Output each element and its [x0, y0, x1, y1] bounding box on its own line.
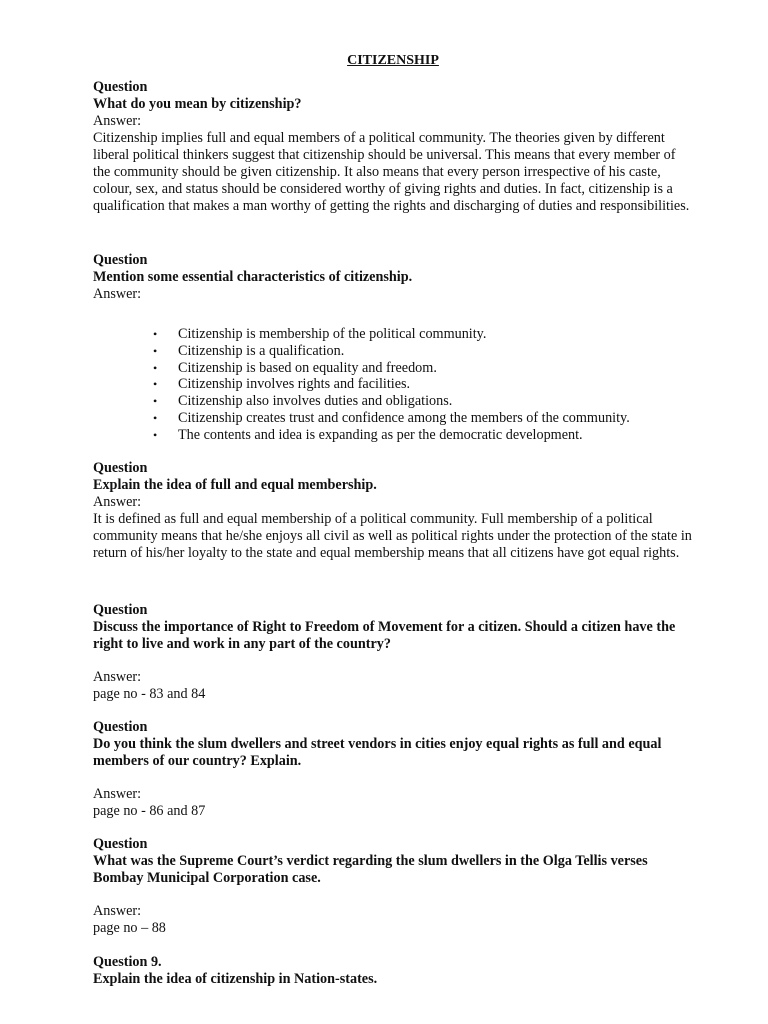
- answer-label: Answer:: [93, 113, 142, 129]
- list-item: • Citizenship is based on equality and freedom.: [148, 360, 708, 377]
- answer-label: Answer:: [93, 786, 142, 802]
- characteristics-list: [148, 326, 708, 444]
- answer-text: It is defined as full and equal membership of a political community. Full membership of a political community means that he/she enjoys all civil as well as political rights under the protection of the state in return of his/her loyalty to the state and equal membership means that all citizens have got equal rights.: [93, 511, 692, 561]
- answer-label: Answer:: [93, 494, 142, 510]
- question-label: Question: [93, 836, 148, 852]
- question-label: Question: [93, 460, 148, 476]
- answer-text: page no - 83 and 84: [93, 686, 206, 702]
- list-item: • Citizenship is a qualification.: [148, 343, 708, 360]
- list-item: • Citizenship involves rights and facilities.: [148, 376, 708, 393]
- answer-text: page no – 88: [93, 920, 166, 936]
- question-text: Explain the idea of citizenship in Nation-states.: [93, 971, 378, 987]
- list-item: • The contents and idea is expanding as per the democratic development.: [148, 427, 708, 444]
- qa-item-4: [93, 602, 693, 703]
- question-text: Discuss the importance of Right to Freedom of Movement for a citizen. Should a citizen have the right to live and work in any part of the country?: [93, 619, 676, 652]
- question-label: Question: [93, 602, 148, 618]
- list-item: • Citizenship creates trust and confidence among the members of the community.: [148, 410, 708, 427]
- question-label: Question: [93, 252, 148, 268]
- list-item: • Citizenship also involves duties and obligations.: [148, 393, 708, 410]
- qa-item-1: [93, 79, 693, 215]
- page-title: CITIZENSHIP: [347, 53, 439, 68]
- question-label: Question: [93, 719, 148, 735]
- question-label: Question: [93, 79, 148, 95]
- question-text: What do you mean by citizenship?: [93, 96, 302, 112]
- answer-label: Answer:: [93, 286, 142, 302]
- answer-label: Answer:: [93, 903, 142, 919]
- qa-item-5: [93, 719, 693, 820]
- question-text: Mention some essential characteristics of citizenship.: [93, 269, 413, 285]
- list-item: • Citizenship is membership of the political community.: [148, 326, 708, 343]
- question-text: What was the Supreme Court’s verdict regarding the slum dwellers in the Olga Tellis verses Bombay Municipal Corporation case.: [93, 853, 648, 886]
- answer-text: page no - 86 and 87: [93, 803, 206, 819]
- question-label: Question 9.: [93, 954, 162, 970]
- question-text: Explain the idea of full and equal membership.: [93, 477, 377, 493]
- qa-item-6: [93, 836, 693, 937]
- qa-item-7: [93, 954, 693, 988]
- answer-label: Answer:: [93, 669, 142, 685]
- qa-item-3: [93, 460, 693, 562]
- qa-item-2: [93, 252, 693, 303]
- question-text: Do you think the slum dwellers and street vendors in cities enjoy equal rights as full and equal members of our country? Explain.: [93, 736, 662, 769]
- answer-text: Citizenship implies full and equal members of a political community. The theories given by different liberal political thinkers suggest that citizenship should be universal. This means that every member of the community should be given citizenship. It also means that every person irrespective of his caste, colour, sex, and status should be considered worthy of giving rights and duties. In fact, citizenship is a qualification that makes a man worthy of getting the rights and discharging of duties and responsibilities.: [93, 130, 690, 214]
